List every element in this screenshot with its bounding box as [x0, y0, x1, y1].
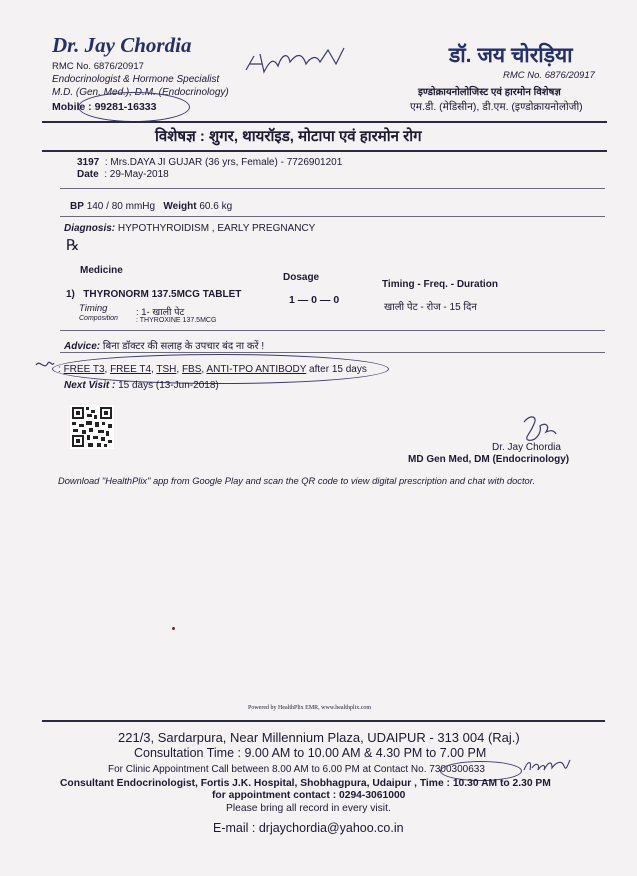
footer-fortis-line: Consultant Endocrinologist, Fortis J.K. Hospital, Shobhagpura, Udaipur , Time : 10.30 AM to 2.30 PM [60, 778, 551, 789]
pen-tick-mark [34, 357, 56, 375]
handwritten-signature [520, 412, 560, 444]
advice-divider [60, 352, 605, 353]
vitals-line [70, 201, 232, 212]
header-divider [42, 121, 607, 123]
col-medicine-header: Medicine [80, 265, 123, 276]
medicine-name: THYRONORM 137.5MCG TABLET [83, 289, 242, 300]
footer-email: E-mail : drjaychordia@yahoo.co.in [213, 821, 404, 835]
degree-en: M.D. (Gen. Med.), D.M. (Endocrinology) [52, 87, 229, 98]
medicine-number: 1) [66, 289, 75, 300]
composition-label: Composition [79, 315, 118, 322]
medicine-divider [60, 330, 605, 331]
signature-name: Dr. Jay Chordia [492, 442, 561, 453]
rmc-number-hi: RMC No. 6876/20917 [503, 70, 595, 81]
bp-label: BP [70, 201, 84, 212]
visit-date-value: : 29-May-2018 [104, 169, 169, 180]
clinic-appointment-text: For Clinic Appointment Call between 8.00 AM to 6.00 PM at Contact No. [108, 764, 427, 775]
mobile-pen-circle [78, 92, 190, 122]
banner-divider [42, 150, 607, 152]
test-item: FREE T3 [63, 364, 105, 375]
patient-divider [60, 188, 605, 189]
weight-value: 60.6 kg [199, 201, 233, 212]
col-timing-header: Timing - Freq. - Duration [382, 279, 498, 290]
specialty-en: Endocrinologist & Hormone Specialist [52, 74, 220, 85]
footer-divider [42, 720, 605, 722]
advice-label: Advice: [64, 341, 101, 352]
specialty-banner: विशेषज्ञ : शुगर, थायरॉइड, मोटापा एवं हारमोन रोग [155, 128, 422, 145]
test-item: FBS [181, 364, 202, 375]
app-download-note: Download "HealthPlix" app from Google Play and scan the QR code to view digital prescription and chat with doctor. [58, 476, 536, 486]
patient-line [77, 157, 342, 168]
specialty-hi: इण्डोक्रायनोलोजिस्ट एवं हारमोन विशेषज्ञ [418, 87, 561, 98]
mobile-label: Mobile : [52, 101, 92, 113]
vitals-divider [60, 216, 605, 217]
qr-code [70, 405, 114, 449]
next-visit-label: Next Visit : [64, 380, 116, 391]
medicine-timing-freq: खाली पेट - रोज - 15 दिन [384, 302, 477, 313]
weight-label: Weight [163, 201, 197, 212]
next-visit-value: 15 days (13-Jun-2018) [118, 380, 219, 391]
ink-speck [172, 627, 175, 630]
doctor-name-en: Dr. Jay Chordia [52, 33, 192, 57]
patient-id: 3197 [77, 157, 100, 168]
bp-value: 140 / 80 mmHg [86, 201, 156, 212]
visit-date-line [77, 169, 169, 180]
tests-line: : FREE T3, FREE T4, TSH, FBS, ANTI-TPO ANTIBODY after 15 days [58, 364, 367, 375]
test-item: ANTI-TPO ANTIBODY [206, 364, 307, 375]
timing-label: Timing [79, 303, 108, 314]
footer-consultation-time: Consultation Time : 9.00 AM to 10.00 AM & 4.30 PM to 7.00 PM [134, 746, 487, 760]
handwritten-initials-sketch [240, 40, 355, 80]
test-item: FREE T4 [110, 364, 151, 375]
medicine-dosage: 1 — 0 — 0 [289, 294, 340, 306]
composition-value: : THYROXINE 137.5MCG [136, 317, 217, 324]
patient-name: : Mrs.DAYA JI GUJAR (36 yrs, Female) - 7726901201 [104, 157, 343, 168]
signature-degree: MD Gen Med, DM (Endocrinology) [408, 454, 570, 465]
footer-clinic-appointment [108, 764, 485, 775]
diagnosis-line [64, 223, 315, 234]
footer-address: 221/3, Sardarpura, Near Millennium Plaza, UDAIPUR - 313 004 (Raj.) [118, 730, 520, 745]
advice-line [64, 338, 264, 352]
test-item: TSH [156, 364, 177, 375]
tests-suffix: after 15 days [309, 364, 367, 375]
visit-date-label: Date [77, 169, 99, 180]
footer-fortis-contact: for appointment contact : 0294-3061000 [212, 790, 406, 801]
diagnosis-label: Diagnosis: [64, 223, 116, 234]
clinic-appointment-number: 7300300633 [429, 764, 485, 775]
powered-by: Powered by HealthPlix EMR, www.healthplix.com [248, 705, 372, 711]
rx-icon: ℞ [66, 236, 80, 254]
diagnosis-value: HYPOTHYROIDISM , EARLY PREGNANCY [117, 223, 316, 234]
footer-records-note: Please bring all record in every visit. [226, 803, 391, 814]
medicine-row [66, 289, 241, 300]
degree-hi: एम.डी. (मेडिसीन), डी.एम. (इण्डोक्रायनोलोजी) [410, 101, 583, 113]
col-dosage-header: Dosage [283, 272, 320, 283]
timing-value: : 1- खाली पेट [136, 307, 185, 318]
doctor-name-hi: डॉ. जय चोरड़िया [449, 44, 573, 67]
handwritten-note [522, 756, 572, 780]
rmc-number-en: RMC No. 6876/20917 [52, 61, 144, 72]
advice-text: बिना डॉक्टर की सलाह के उपचार बंद ना करें ! [102, 341, 265, 352]
next-visit-line [64, 380, 219, 391]
mobile-value: 99281-16333 [94, 101, 157, 113]
